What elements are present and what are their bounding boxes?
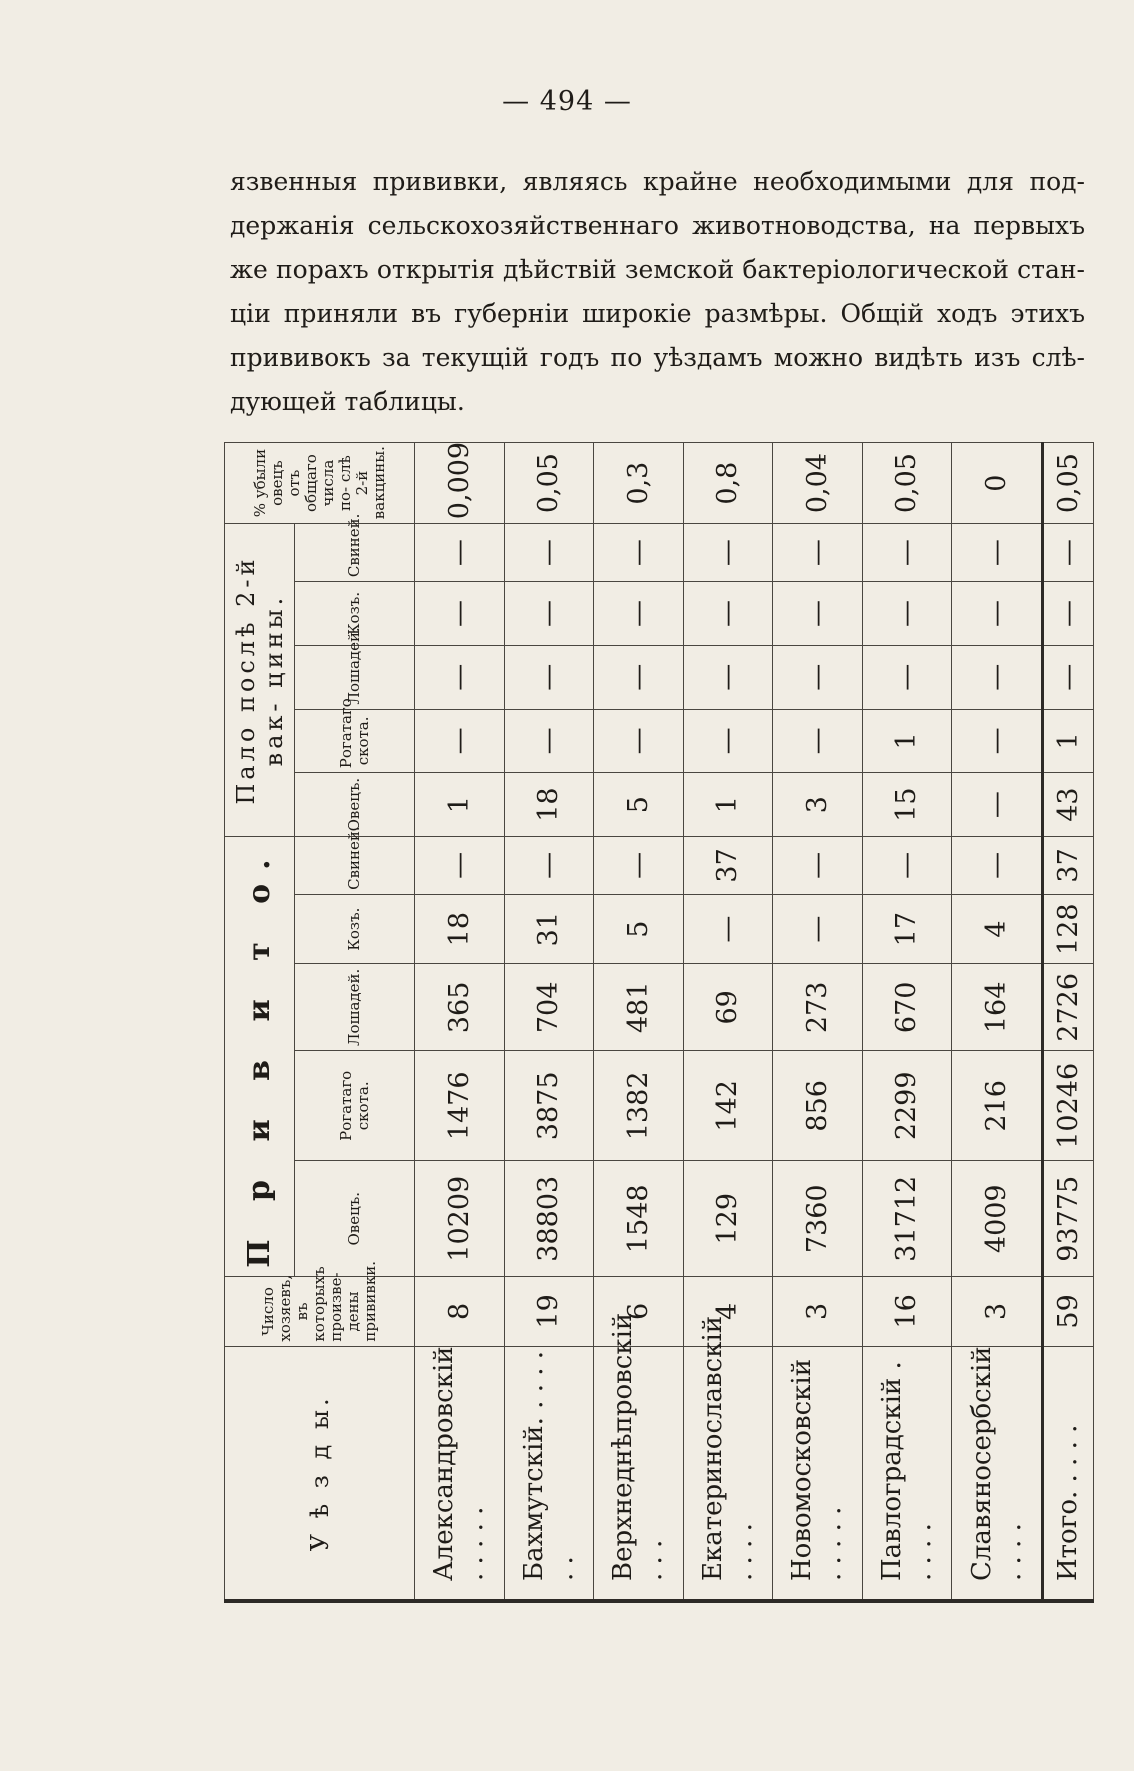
cell-d-pigs: — <box>504 524 594 582</box>
cell-v-horses: 164 <box>952 964 1043 1051</box>
cell-d-cattle: — <box>504 709 594 773</box>
cell-v-sheep: 1548 <box>594 1161 684 1277</box>
cell-v-goats: 31 <box>504 894 594 964</box>
cell-d-pigs: — <box>683 524 773 582</box>
cell-v-pigs: 37 <box>683 836 773 894</box>
cell-percent: 0 <box>952 443 1043 524</box>
cell-uezd: Новомосковскій . . . . . <box>773 1346 863 1601</box>
header-d-goats: Козъ. <box>295 582 415 646</box>
cell-v-horses: 704 <box>504 964 594 1051</box>
header-percent: % убыли овецъ отъ общаго числа по- слѣ 2-й вакцины. <box>225 443 415 524</box>
table-row <box>773 443 863 1602</box>
cell-d-goats: — <box>952 582 1043 646</box>
paragraph-line: прививокъ за текущій годъ по уѣздамъ можно видѣть изъ слѣ- <box>230 343 1085 372</box>
cell-d-pigs: — <box>415 524 505 582</box>
cell-d-goats: — <box>1042 582 1093 646</box>
cell-d-pigs: — <box>1042 524 1093 582</box>
cell-d-cattle: — <box>415 709 505 773</box>
vaccination-table <box>224 442 1094 1603</box>
header-d-sheep: Овецъ. <box>295 773 415 837</box>
header-died: Пало послѣ 2-й вак- цины. <box>225 524 295 837</box>
cell-d-sheep: 1 <box>683 773 773 837</box>
cell-owners: 3 <box>773 1277 863 1347</box>
page-number: — 494 — <box>502 86 632 117</box>
paragraph-line: же порахъ открытія дѣйствій земской бактеріологической стан- <box>230 255 1085 284</box>
cell-v-cattle: 10246 <box>1042 1051 1093 1161</box>
header-d-pigs: Свиней. <box>295 524 415 582</box>
cell-v-sheep: 7360 <box>773 1161 863 1277</box>
cell-uezd: Бахмутскій. . . . . . . <box>504 1346 594 1601</box>
cell-percent: 0,3 <box>594 443 684 524</box>
cell-v-sheep: 31712 <box>862 1161 952 1277</box>
cell-owners: 19 <box>504 1277 594 1347</box>
cell-v-horses: 670 <box>862 964 952 1051</box>
cell-v-cattle: 216 <box>952 1051 1043 1161</box>
cell-uezd: Славяносербскій . . . . <box>952 1346 1043 1601</box>
cell-percent: 0,05 <box>504 443 594 524</box>
cell-v-goats: 17 <box>862 894 952 964</box>
cell-d-sheep: 43 <box>1042 773 1093 837</box>
cell-v-goats: — <box>683 894 773 964</box>
cell-uezd: Итого. . . . . <box>1042 1346 1093 1601</box>
table-row <box>862 443 952 1602</box>
cell-d-pigs: — <box>862 524 952 582</box>
cell-v-sheep: 129 <box>683 1161 773 1277</box>
paragraph-line: держанія сельскохозяйственнаго животноводства, на первыхъ <box>230 211 1085 240</box>
header-vaccinated: П р и в и т о. <box>225 836 295 1276</box>
cell-d-sheep: 5 <box>594 773 684 837</box>
cell-d-cattle: 1 <box>862 709 952 773</box>
cell-v-sheep: 10209 <box>415 1161 505 1277</box>
cell-v-sheep: 93775 <box>1042 1161 1093 1277</box>
cell-d-goats: — <box>594 582 684 646</box>
body-paragraph <box>230 160 1085 424</box>
header-v-goats: Козъ. <box>295 894 415 964</box>
header-d-cattle: Рогатаго скота. <box>295 709 415 773</box>
table-row <box>952 443 1043 1602</box>
header-owners: Число хозяевъ, въ которыхъ произве- дены прививки. <box>225 1277 415 1347</box>
table-row <box>683 443 773 1602</box>
cell-v-horses: 69 <box>683 964 773 1051</box>
header-d-horses: Лошадей. <box>295 645 415 709</box>
vaccination-table-container <box>224 442 1094 1603</box>
cell-v-goats: 4 <box>952 894 1043 964</box>
header-v-cattle: Рогатаго скота. <box>295 1051 415 1161</box>
cell-d-pigs: — <box>952 524 1043 582</box>
cell-v-goats: 128 <box>1042 894 1093 964</box>
cell-v-pigs: — <box>773 836 863 894</box>
paragraph-line: язвенныя прививки, являясь крайне необходимыми для под- <box>230 167 1085 196</box>
cell-owners: 4 <box>683 1277 773 1347</box>
cell-v-goats: 5 <box>594 894 684 964</box>
cell-d-sheep: 15 <box>862 773 952 837</box>
cell-d-sheep: 3 <box>773 773 863 837</box>
cell-percent: 0,04 <box>773 443 863 524</box>
table-row <box>415 443 505 1602</box>
cell-d-pigs: — <box>773 524 863 582</box>
cell-d-goats: — <box>773 582 863 646</box>
cell-v-goats: — <box>773 894 863 964</box>
paragraph-line: ціи приняли въ губерніи широкіе размѣры. Общій ходъ этихъ <box>230 299 1085 328</box>
cell-d-horses: — <box>773 645 863 709</box>
cell-d-goats: — <box>415 582 505 646</box>
cell-d-cattle: — <box>683 709 773 773</box>
cell-uezd: Александровскій . . . . . <box>415 1346 505 1601</box>
cell-v-cattle: 1476 <box>415 1051 505 1161</box>
cell-d-horses: — <box>1042 645 1093 709</box>
cell-v-cattle: 2299 <box>862 1051 952 1161</box>
cell-d-horses: — <box>952 645 1043 709</box>
cell-d-sheep: 18 <box>504 773 594 837</box>
table-row <box>594 443 684 1602</box>
table-total-row <box>1042 443 1093 1602</box>
cell-d-cattle: 1 <box>1042 709 1093 773</box>
cell-percent: 0,8 <box>683 443 773 524</box>
cell-percent: 0,009 <box>415 443 505 524</box>
cell-v-pigs: — <box>952 836 1043 894</box>
cell-v-sheep: 38803 <box>504 1161 594 1277</box>
cell-owners: 59 <box>1042 1277 1093 1347</box>
cell-v-horses: 481 <box>594 964 684 1051</box>
cell-d-cattle: — <box>773 709 863 773</box>
cell-d-goats: — <box>683 582 773 646</box>
cell-percent: 0,05 <box>862 443 952 524</box>
cell-percent: 0,05 <box>1042 443 1093 524</box>
cell-v-goats: 18 <box>415 894 505 964</box>
cell-d-horses: — <box>683 645 773 709</box>
cell-d-horses: — <box>415 645 505 709</box>
cell-d-pigs: — <box>594 524 684 582</box>
cell-v-cattle: 3875 <box>504 1051 594 1161</box>
cell-d-sheep: — <box>952 773 1043 837</box>
cell-v-sheep: 4009 <box>952 1161 1043 1277</box>
cell-d-cattle: — <box>594 709 684 773</box>
header-uezd: У ѣ з д ы. <box>225 1346 415 1601</box>
cell-d-horses: — <box>862 645 952 709</box>
paragraph-line: дующей таблицы. <box>230 387 465 416</box>
cell-v-horses: 365 <box>415 964 505 1051</box>
cell-owners: 8 <box>415 1277 505 1347</box>
cell-d-goats: — <box>504 582 594 646</box>
table-row <box>504 443 594 1602</box>
cell-d-cattle: — <box>952 709 1043 773</box>
cell-uezd: Екатеринославскій . . . . <box>683 1346 773 1601</box>
cell-uezd: Верхнеднѣпровскій . . . <box>594 1346 684 1601</box>
cell-d-horses: — <box>504 645 594 709</box>
header-v-sheep: Овецъ. <box>295 1161 415 1277</box>
cell-owners: 6 <box>594 1277 684 1347</box>
header-v-horses: Лошадей. <box>295 964 415 1051</box>
cell-uezd: Павлоградскій . . . . . <box>862 1346 952 1601</box>
cell-v-pigs: — <box>862 836 952 894</box>
cell-v-pigs: 37 <box>1042 836 1093 894</box>
cell-owners: 16 <box>862 1277 952 1347</box>
cell-d-sheep: 1 <box>415 773 505 837</box>
cell-v-cattle: 1382 <box>594 1051 684 1161</box>
cell-v-pigs: — <box>415 836 505 894</box>
cell-v-horses: 2726 <box>1042 964 1093 1051</box>
cell-v-pigs: — <box>504 836 594 894</box>
cell-d-goats: — <box>862 582 952 646</box>
cell-v-cattle: 856 <box>773 1051 863 1161</box>
header-v-pigs: Свиней. <box>295 836 415 894</box>
cell-owners: 3 <box>952 1277 1043 1347</box>
cell-v-cattle: 142 <box>683 1051 773 1161</box>
cell-v-horses: 273 <box>773 964 863 1051</box>
cell-d-horses: — <box>594 645 684 709</box>
cell-v-pigs: — <box>594 836 684 894</box>
